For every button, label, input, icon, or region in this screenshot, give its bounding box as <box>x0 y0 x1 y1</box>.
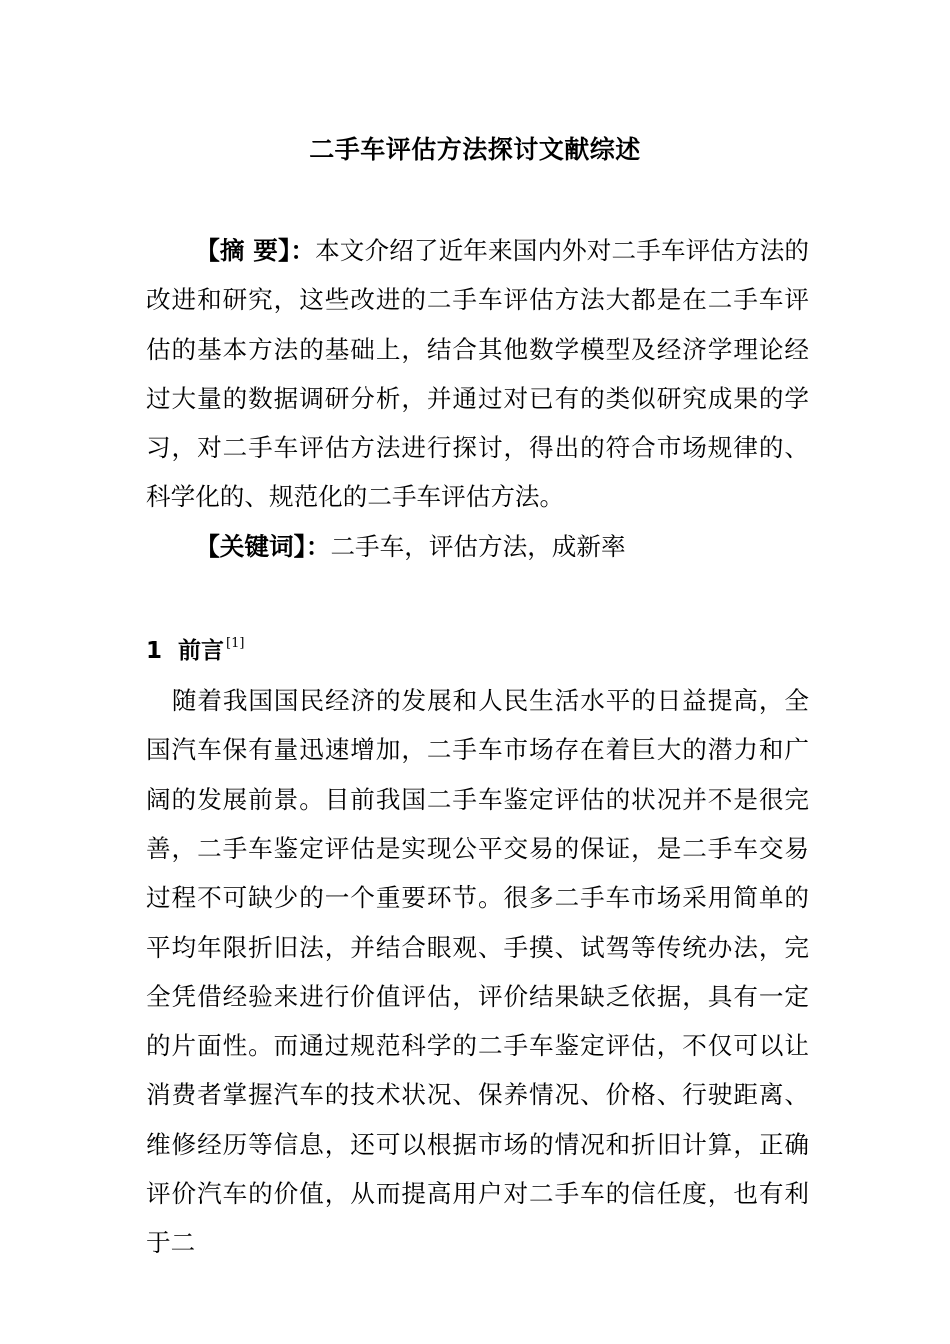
keywords-text: 二手车，评估方法，成新率 <box>330 531 626 561</box>
section-heading <box>146 627 809 676</box>
section-title: 前言 <box>178 638 225 665</box>
section-paragraph: 随着我国国民经济的发展和人民生活水平的日益提高，全国汽车保有量迅速增加，二手车市场存在着巨大的潜力和广阔的发展前景。目前我国二手车鉴定评估的状况并不是很完善，二手车鉴定评估是实现公平交易的保证，是二手车交易过程不可缺少的一个重要环节。很多二手车市场采用简单的平均年限折旧法，并结合眼观、手摸、试驾等传统办法，完全凭借经验来进行价值评估，评价结果缺乏依据，具有一定的片面性。而通过规范科学的二手车鉴定评估，不仅可以让消费者掌握汽车的技术状况、保养情况、价格、行驶距离、维修经历等信息，还可以根据市场的情况和折旧计算，正确评价汽车的价值，从而提高用户对二手车的信任度，也有利于二 <box>146 686 809 1258</box>
abstract-paragraph <box>146 226 809 522</box>
document-title: 二手车评估方法探讨文献综述 <box>309 135 641 164</box>
document-body <box>146 226 809 1268</box>
keywords-paragraph <box>146 522 809 571</box>
section-number: 1 <box>146 638 163 665</box>
abstract-text: 本文介绍了近年来国内外对二手车评估方法的改进和研究，这些改进的二手车评估方法大都是在二手车评估的基本方法的基础上，结合其他数学模型及经济学理论经过大量的数据调研分析，并通过对已有的类似研究成果的学习，对二手车评估方法进行探讨，得出的符合市场规律的、科学化的、规范化的二手车评估方法。 <box>146 236 809 512</box>
abstract-label: 【摘 要】： <box>195 236 316 265</box>
section-citation: [1] <box>226 636 245 652</box>
keywords-label: 【关键词】： <box>195 531 331 561</box>
